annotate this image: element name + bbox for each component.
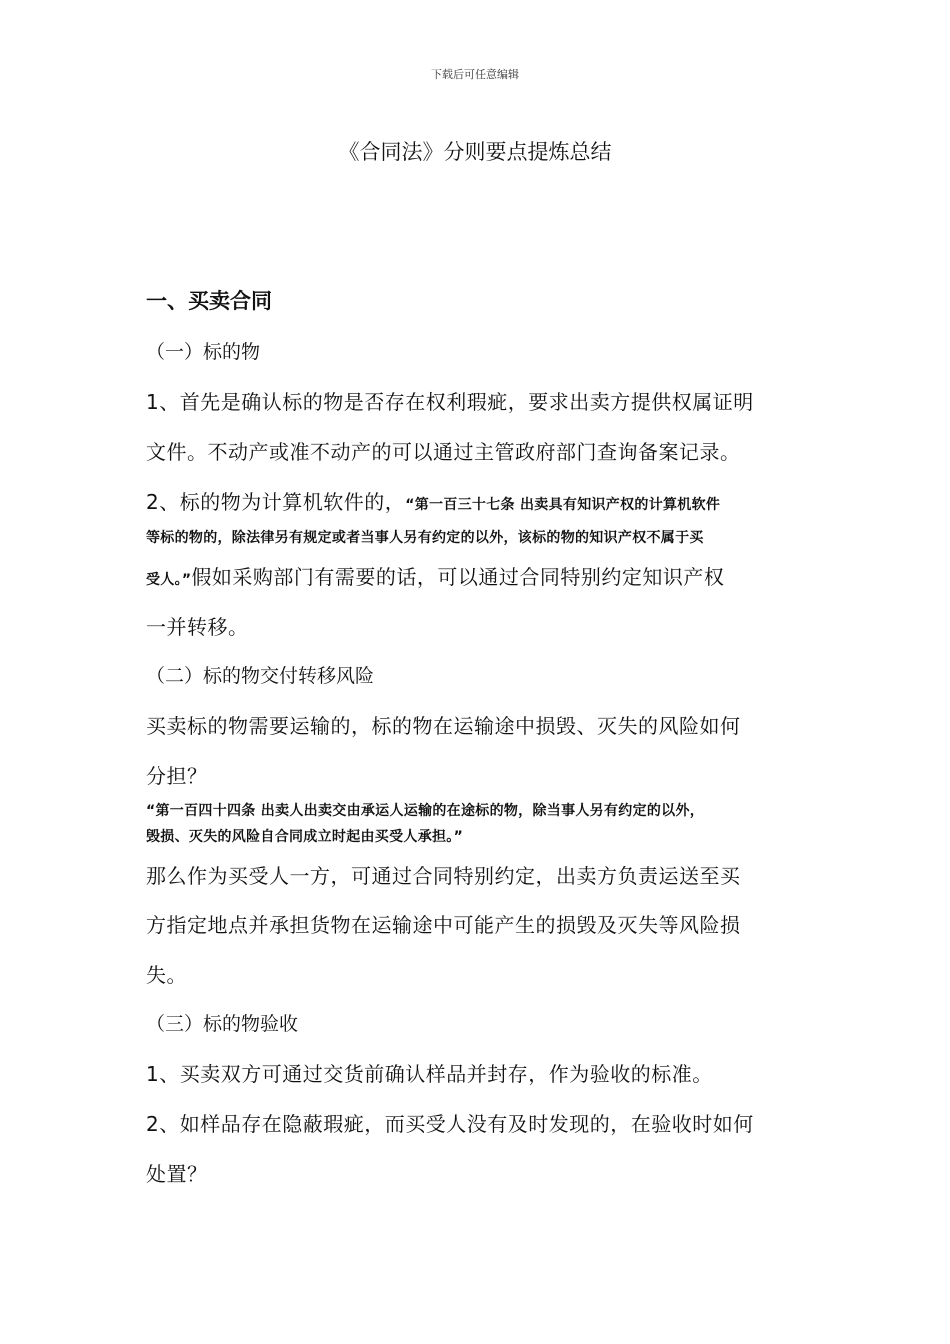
header-note: 下载后可任意编辑 xyxy=(431,68,519,81)
law-quote: 受人。” xyxy=(146,572,192,588)
law-quote: “第一百四十四条 出卖人出卖交由承运人运输的在途标的物，除当事人另有约定的以外， xyxy=(146,803,705,819)
paragraph-line xyxy=(146,486,720,515)
page-title: 《合同法》分则要点提炼总结 xyxy=(338,140,612,164)
paragraph-text: 2、标的物为计算机软件的， xyxy=(146,490,406,514)
paragraph-line: 处置？ xyxy=(146,1162,208,1186)
paragraph-line: 1、首先是确认标的物是否存在权利瑕疵，要求出卖方提供权属证明 xyxy=(146,390,754,414)
law-quote: 毁损、灭失的风险自合同成立时起由买受人承担。” xyxy=(146,829,464,845)
paragraph-line: 失。 xyxy=(146,963,187,987)
section-heading: 一、买卖合同 xyxy=(146,289,272,313)
law-quote: “第一百三十七条 出卖具有知识产权的计算机软件 xyxy=(405,497,721,513)
paragraph-line: 方指定地点并承担货物在运输途中可能产生的损毁及灭失等风险损 xyxy=(146,913,741,937)
paragraph-line: 一并转移。 xyxy=(146,615,249,639)
paragraph-text: 假如采购部门有需要的话，可以通过合同特别约定知识产权 xyxy=(191,565,725,589)
paragraph-line: 分担？ xyxy=(146,764,208,788)
subsection-heading: （三）标的物验收 xyxy=(146,1013,299,1035)
paragraph-line: 1、买卖双方可通过交货前确认样品并封存，作为验收的标准。 xyxy=(146,1062,713,1086)
paragraph-line: 那么作为买受人一方，可通过合同特别约定，出卖方负责运送至买 xyxy=(146,864,741,888)
paragraph-line: 2、如样品存在隐蔽瑕疵，而买受人没有及时发现的，在验收时如何 xyxy=(146,1112,754,1136)
paragraph-line: 文件。不动产或准不动产的可以通过主管政府部门查询备案记录。 xyxy=(146,440,741,464)
subsection-heading: （二）标的物交付转移风险 xyxy=(146,665,375,687)
subsection-heading: （一）标的物 xyxy=(146,341,261,363)
paragraph-line xyxy=(146,561,724,590)
law-quote: 等标的物的，除法律另有规定或者当事人另有约定的以外，该标的物的知识产权不属于买 xyxy=(146,530,704,546)
paragraph-line: 买卖标的物需要运输的，标的物在运输途中损毁、灭失的风险如何 xyxy=(146,714,741,738)
